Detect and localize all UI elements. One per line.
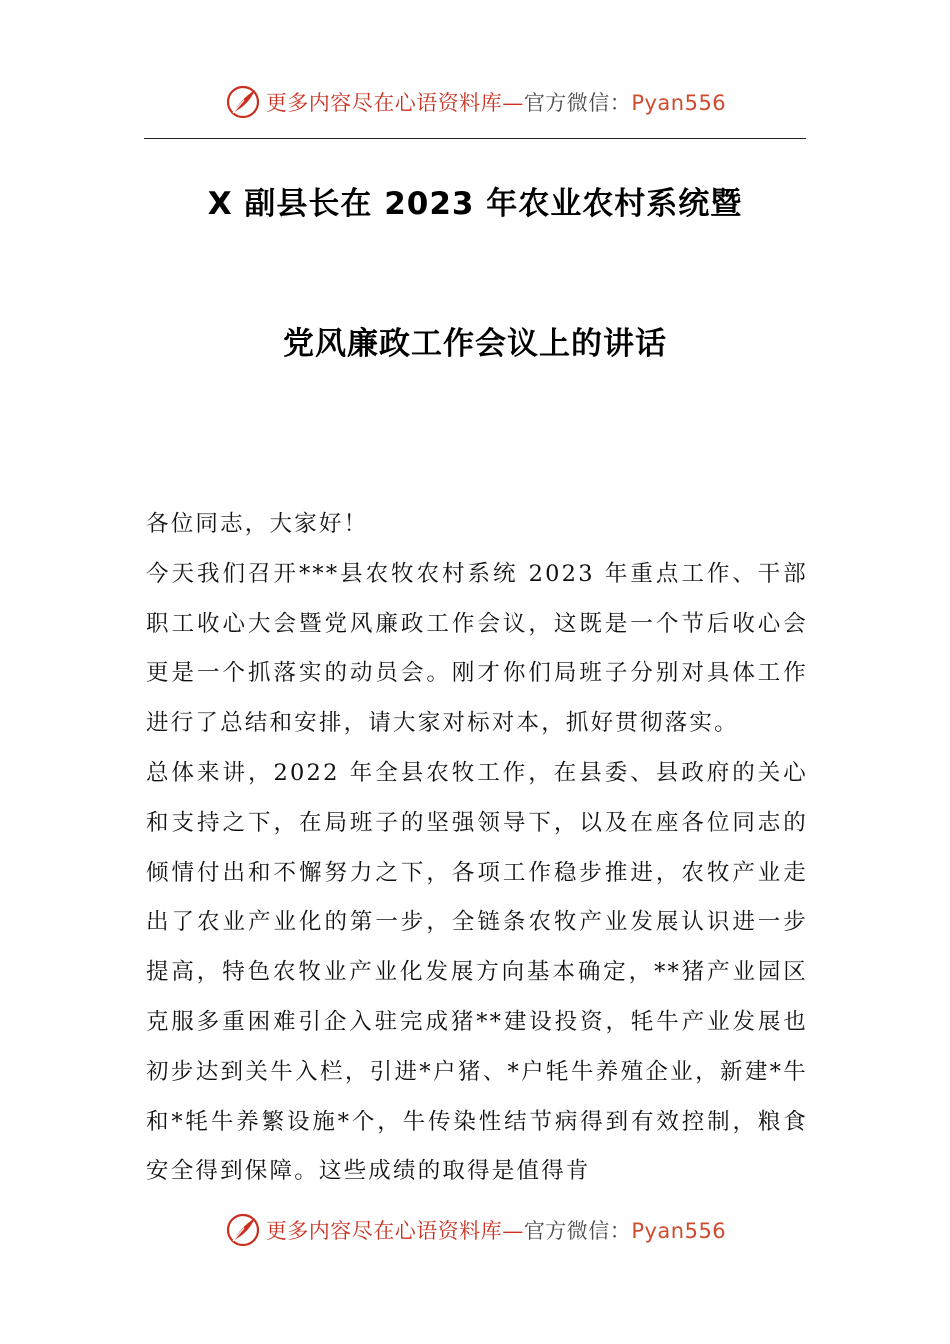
- footer-banner-text: [266, 1215, 726, 1245]
- quill-logo-icon: [224, 83, 262, 121]
- banner-dash: —: [502, 1219, 524, 1243]
- body-paragraph: 总体来讲，2022 年全县农牧工作，在县委、县政府的关心和支持之下，在局班子的坚强领导下，以及在座各位同志的倾情付出和不懈努力之下，各项工作稳步推进，农牧产业走出了农业产业化的第一步，全链条农牧产业发展认识进一步提高，特色农牧业产业化发展方向基本确定，**猪产业园区克服多重困难引企入驻完成猪**建设投资，牦牛产业发展也初步达到关牛入栏，引进*户猪、*户牦牛养殖企业，新建*牛和*牦牛养繁设施*个，牛传染性结节病得到有效控制，粮食安全得到保障。这些成绩的取得是值得肯: [146, 759, 808, 1185]
- document-body: [146, 500, 808, 1197]
- header-divider: [144, 138, 806, 139]
- document-title-line-1: X 副县长在 2023 年农业农村系统暨: [207, 186, 743, 222]
- document-title-line-2: 党风廉政工作会议上的讲话: [283, 326, 667, 362]
- banner-slogan: 更多内容尽在心语资料库: [265, 1219, 503, 1243]
- footer-banner: [0, 1210, 950, 1250]
- banner-official-label: 官方微信：: [523, 1219, 632, 1243]
- header-banner-text: [266, 87, 726, 117]
- body-paragraph: 今天我们召开***县农牧农村系统 2023 年重点工作、干部职工收心大会暨党风廉政工作会议，这既是一个节后收心会更是一个抓落实的动员会。刚才你们局班子分别对具体工作进行了总结和安排，请大家对标对本，抓好贯彻落实。: [146, 560, 808, 737]
- greeting: 各位同志，大家好！: [146, 511, 369, 537]
- banner-dash: —: [502, 91, 524, 115]
- banner-slogan: 更多内容尽在心语资料库: [265, 91, 503, 115]
- header-banner: [0, 82, 950, 122]
- banner-wechat-id: Pyan556: [631, 91, 727, 115]
- banner-official-label: 官方微信：: [523, 91, 632, 115]
- quill-logo-icon: [224, 1211, 262, 1249]
- banner-wechat-id: Pyan556: [631, 1219, 727, 1243]
